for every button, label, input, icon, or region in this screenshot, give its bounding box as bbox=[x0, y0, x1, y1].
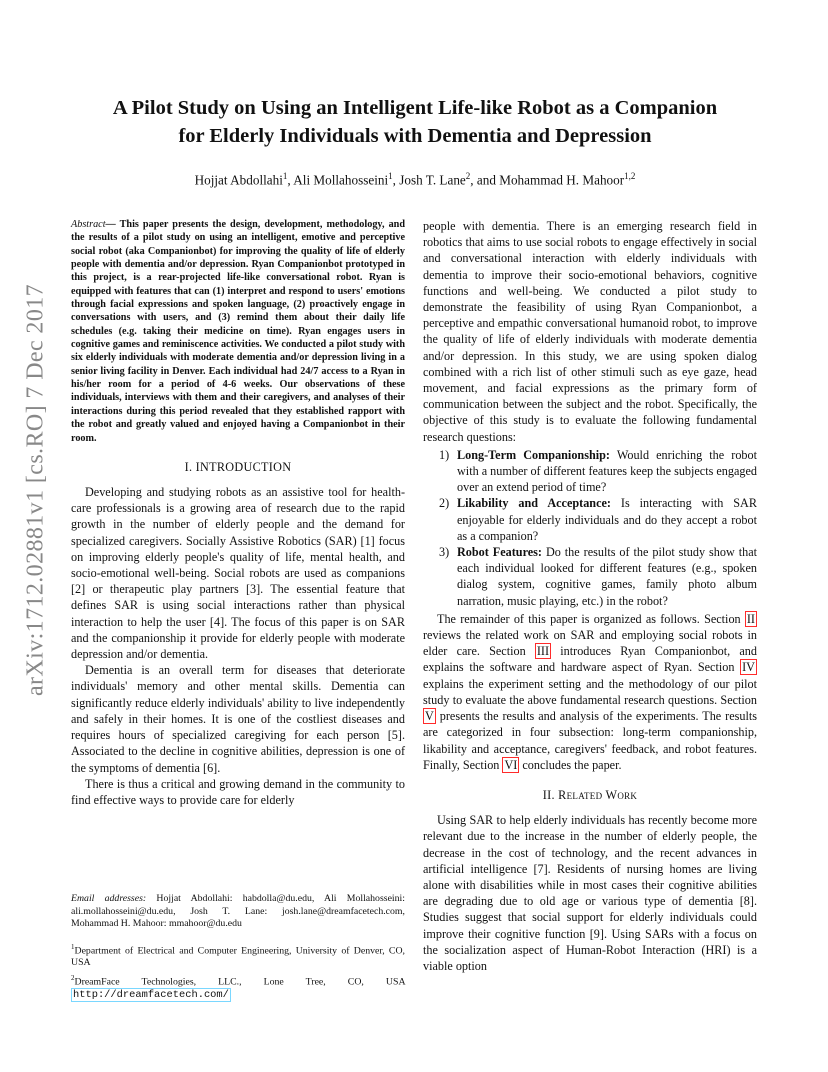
section-heading-related-work: II. Related Work bbox=[542, 787, 638, 802]
footnote-1 bbox=[71, 941, 405, 970]
list-item bbox=[423, 495, 757, 544]
intro-paragraph-1: Developing and studying robots as an assistive tool for health-care professionals is a growing area of research due to the rapid growth in the number of elderly people and the demand for specialized caregivers. Socially Assistive Robotics (SAR) [1] focus on improving elderly people's quality of life, mental health, and socio-emotional well-being. Social robots are used as companions [2] or therapeutic play partners [3]. The essential feature that defines SAR is using social interactions rather than physical interaction to help the user [4]. The focus of this paper is on SAR and the companionship it provide for elderly people with moderate depression and/or dementia. bbox=[71, 485, 405, 662]
affiliation-mark: 1 bbox=[388, 171, 393, 181]
affiliation-mark: 1 bbox=[282, 171, 288, 181]
left-column bbox=[71, 218, 405, 808]
paragraph-text: The remainder of this paper is organized as follows. Section bbox=[437, 611, 745, 626]
abstract: Abstract— This paper presents the design, development, methodology, and the results of a pilot study on using an intelligent, emotive and perceptive social robot (aka Companionbot) for improving the quality of life of elderly people with dementia and/or depression. Ryan Companionbot prototyped in this project, is a rear-projected life-like conversational robot. Ryan is equipped with features that can (1) interpret and respond to users' emotions through facial expressions and spoken language, (2) proactively engage in conversations with users, and (3) remind them about their daily life schedules (e.g. taking their medicine on time). Ryan engages users in cognitive games and reminiscence activities. We conducted a pilot study with six elderly individuals with moderate dementia and/or depression living in a senior living facility in Denver. Each individual had 24/7 access to a Ryan in his/her room for a period of 4-6 weeks. Our observations of these individuals, interviews with them and their caregivers, and analyses of their interactions during this period revealed that they established rapport with the robot and greatly valued and enjoyed having a Companionbot in their room. bbox=[71, 219, 405, 444]
paragraph-text: introduces Ryan Companionbot, and explains the software and hardware aspect of Ryan. Section bbox=[423, 644, 757, 675]
footnote-text: DreamFace Technologies, LLC., Lone Tree, CO, USA bbox=[74, 976, 405, 988]
author-name: Josh T. Lane bbox=[399, 172, 466, 188]
author-name: Mohammad H. Mahoor bbox=[499, 172, 625, 188]
footnote-mark: 1 bbox=[71, 942, 75, 951]
section-ref-link[interactable]: II bbox=[746, 611, 755, 626]
email-text: Hojjat Abdollahi: habdolla@du.edu, Ali Mollahosseini: ali.mollahosseini@du.edu, Josh T. Lane: josh.lane@dreamfacetech.com, Mohammad H. Mahoor: mmahoor@du.edu bbox=[71, 893, 405, 929]
list-number: 1) bbox=[439, 447, 450, 462]
organization-paragraph bbox=[423, 611, 757, 773]
section-ref-link[interactable]: V bbox=[425, 709, 434, 724]
list-number: 2) bbox=[439, 496, 450, 511]
abstract-label: Abstract bbox=[71, 219, 106, 230]
research-questions-list bbox=[423, 447, 757, 609]
question-text: Do the results of the pilot study show that each individual looked for different features (e.g., spoken dialog system, cognitive games, family photo album narration, music playing, etc.) in the robot? bbox=[457, 545, 757, 608]
footnote-2 bbox=[71, 972, 405, 1001]
abstract-text: This paper presents the design, development, methodology, and the results of a pilot study on using an intelligent, emotive and perceptive social robot (aka Companionbot) for improving the quality of life of elderly people with dementia and/or depression. Ryan Companionbot prototyped in this project, is a rear-projected life-like conversational robot. Ryan is equipped with features that can (1) interpret and respond to users' emotions through facial expressions and spoken language, (2) proactively engage in conversations with users, and (3) remind them about their daily life schedules (e.g. taking their medicine on time). Ryan engages users in cognitive games and reminiscence activities. We conducted a pilot study with six elderly individuals with moderate dementia and/or depression living in a senior living facility in Denver. Each individual had 24/7 access to a Ryan in his/her room for a period of 4-6 weeks. Our observations of these individuals, interviews with them and their caregivers, and analyses of their interactions during this period revealed that they established rapport with the robot and greatly valued and enjoyed having a Companionbot in their room. bbox=[71, 219, 405, 444]
intro-paragraph-3: There is thus a critical and growing demand in the community to find effective ways to provide care for elderly bbox=[71, 776, 405, 807]
paragraph-text: explains the experiment setting and the methodology of our pilot study to evaluate the above fundamental research questions. Section bbox=[423, 676, 757, 707]
title-line-1: A Pilot Study on Using an Intelligent Life-like Robot as a Companion bbox=[112, 97, 718, 119]
list-number: 3) bbox=[439, 545, 450, 560]
section-ref-link[interactable]: III bbox=[536, 644, 550, 659]
related-work-paragraph-1: Using SAR to help elderly individuals has recently become more relevant due to the increase in the number of elderly people, the decrease in the cost of technology, and the recent advances in artificial intelligence [7]. Residents of nursing homes are living alone with disabilities while in most cases their cognitive abilities are degrading due to old age or various type of dementia [8]. Studies suggest that social support for elderly individuals could improve their cognitive function [9]. Using SARs with a focus on the socialization aspect of Human-Robot Interaction (HRI) is a viable option bbox=[423, 813, 757, 973]
affiliation-mark: 2 bbox=[465, 171, 471, 181]
paragraph-text: concludes the paper. bbox=[519, 757, 622, 772]
list-item bbox=[423, 447, 757, 496]
author-list: Hojjat Abdollahi$^1$, Ali Mollahosseini$^1$, Josh T. Lane$^2$, and Mohammad H. Mahoor$^{1,2}$ bbox=[194, 171, 636, 188]
arxiv-identifier-text: arXiv:1712.02881v1 [cs.RO] 7 Dec 2017 bbox=[22, 283, 49, 697]
question-term: Likability and Acceptance: bbox=[457, 496, 611, 511]
paragraph-text: reviews the related work on SAR and employing social robots in elder care. Section bbox=[423, 628, 757, 659]
question-text: Is interacting with SAR enjoyable for elderly individuals and do they accept a robot as a companion? bbox=[457, 496, 757, 543]
email-label: Email addresses: bbox=[71, 893, 147, 904]
right-column bbox=[423, 218, 757, 974]
footnote-text: Department of Electrical and Computer Engineering, University of Denver, CO, USA bbox=[71, 944, 405, 969]
question-text: Would enriching the robot with a number of different features keep the subjects engaged over an extend period of time? bbox=[457, 447, 757, 495]
list-item bbox=[423, 544, 757, 609]
intro-paragraph-2: Dementia is an overall term for diseases that deteriorate individuals' memory and other mental skills. Dementia can significantly reduce elderly individuals' ability to live independently and safely in their homes. It is one of the costliest diseases and requires hours of specialized caregiving for each person [5]. Associated to the decline in cognitive abilities, depression is one of the symptoms of dementia [6]. bbox=[71, 663, 405, 775]
section-ref-link[interactable]: VI bbox=[504, 757, 518, 772]
affiliation-mark: 1,2 bbox=[624, 171, 636, 181]
company-url-link[interactable]: http://dreamfacetech.com/ bbox=[73, 988, 229, 1001]
author-name: Ali Mollahosseini bbox=[293, 172, 389, 188]
question-term: Robot Features: bbox=[457, 545, 542, 560]
section-ref-link[interactable]: IV bbox=[742, 660, 755, 675]
title-line-2: for Elderly Individuals with Dementia and Depression bbox=[178, 125, 652, 147]
arxiv-identifier bbox=[18, 283, 54, 697]
section-heading-introduction: I. INTRODUCTION bbox=[184, 459, 292, 474]
intro-paragraph-3-continued: people with dementia. There is an emerging research field in robotics that aims to use social robots to engage effectively in social and conversational interaction with elderly individuals with dementia to improve their socio-emotional behaviors, cognitive functions and well-being. We conducted a pilot study to demonstrate the feasibility of using Ryan Companionbot, a perceptive and empathic conversational humanoid robot, to improve the quality of life of elderly individuals with moderate dementia and/or depression. In this study, we are using spoken dialog combined with a rich list of other stimuli such as eye gaze, head movement, and facial expressions as the primary form of communication between the subject and the robot. Specifically, the objective of this study is to evaluate the following fundamental research questions: bbox=[423, 219, 757, 444]
author-name: Hojjat Abdollahi bbox=[194, 172, 283, 188]
footnotes bbox=[71, 893, 405, 1001]
email-addresses bbox=[71, 893, 405, 931]
paragraph-text: presents the results and analysis of the experiments. The results are categorized in four subsection: long-term companionship, likability and acceptance, caregivers' feedback, and robot features. Finally, Section bbox=[423, 709, 757, 772]
paper-title bbox=[60, 94, 770, 150]
question-term: Long-Term Companionship: bbox=[457, 447, 610, 462]
footnote-mark: 2 bbox=[71, 973, 75, 982]
